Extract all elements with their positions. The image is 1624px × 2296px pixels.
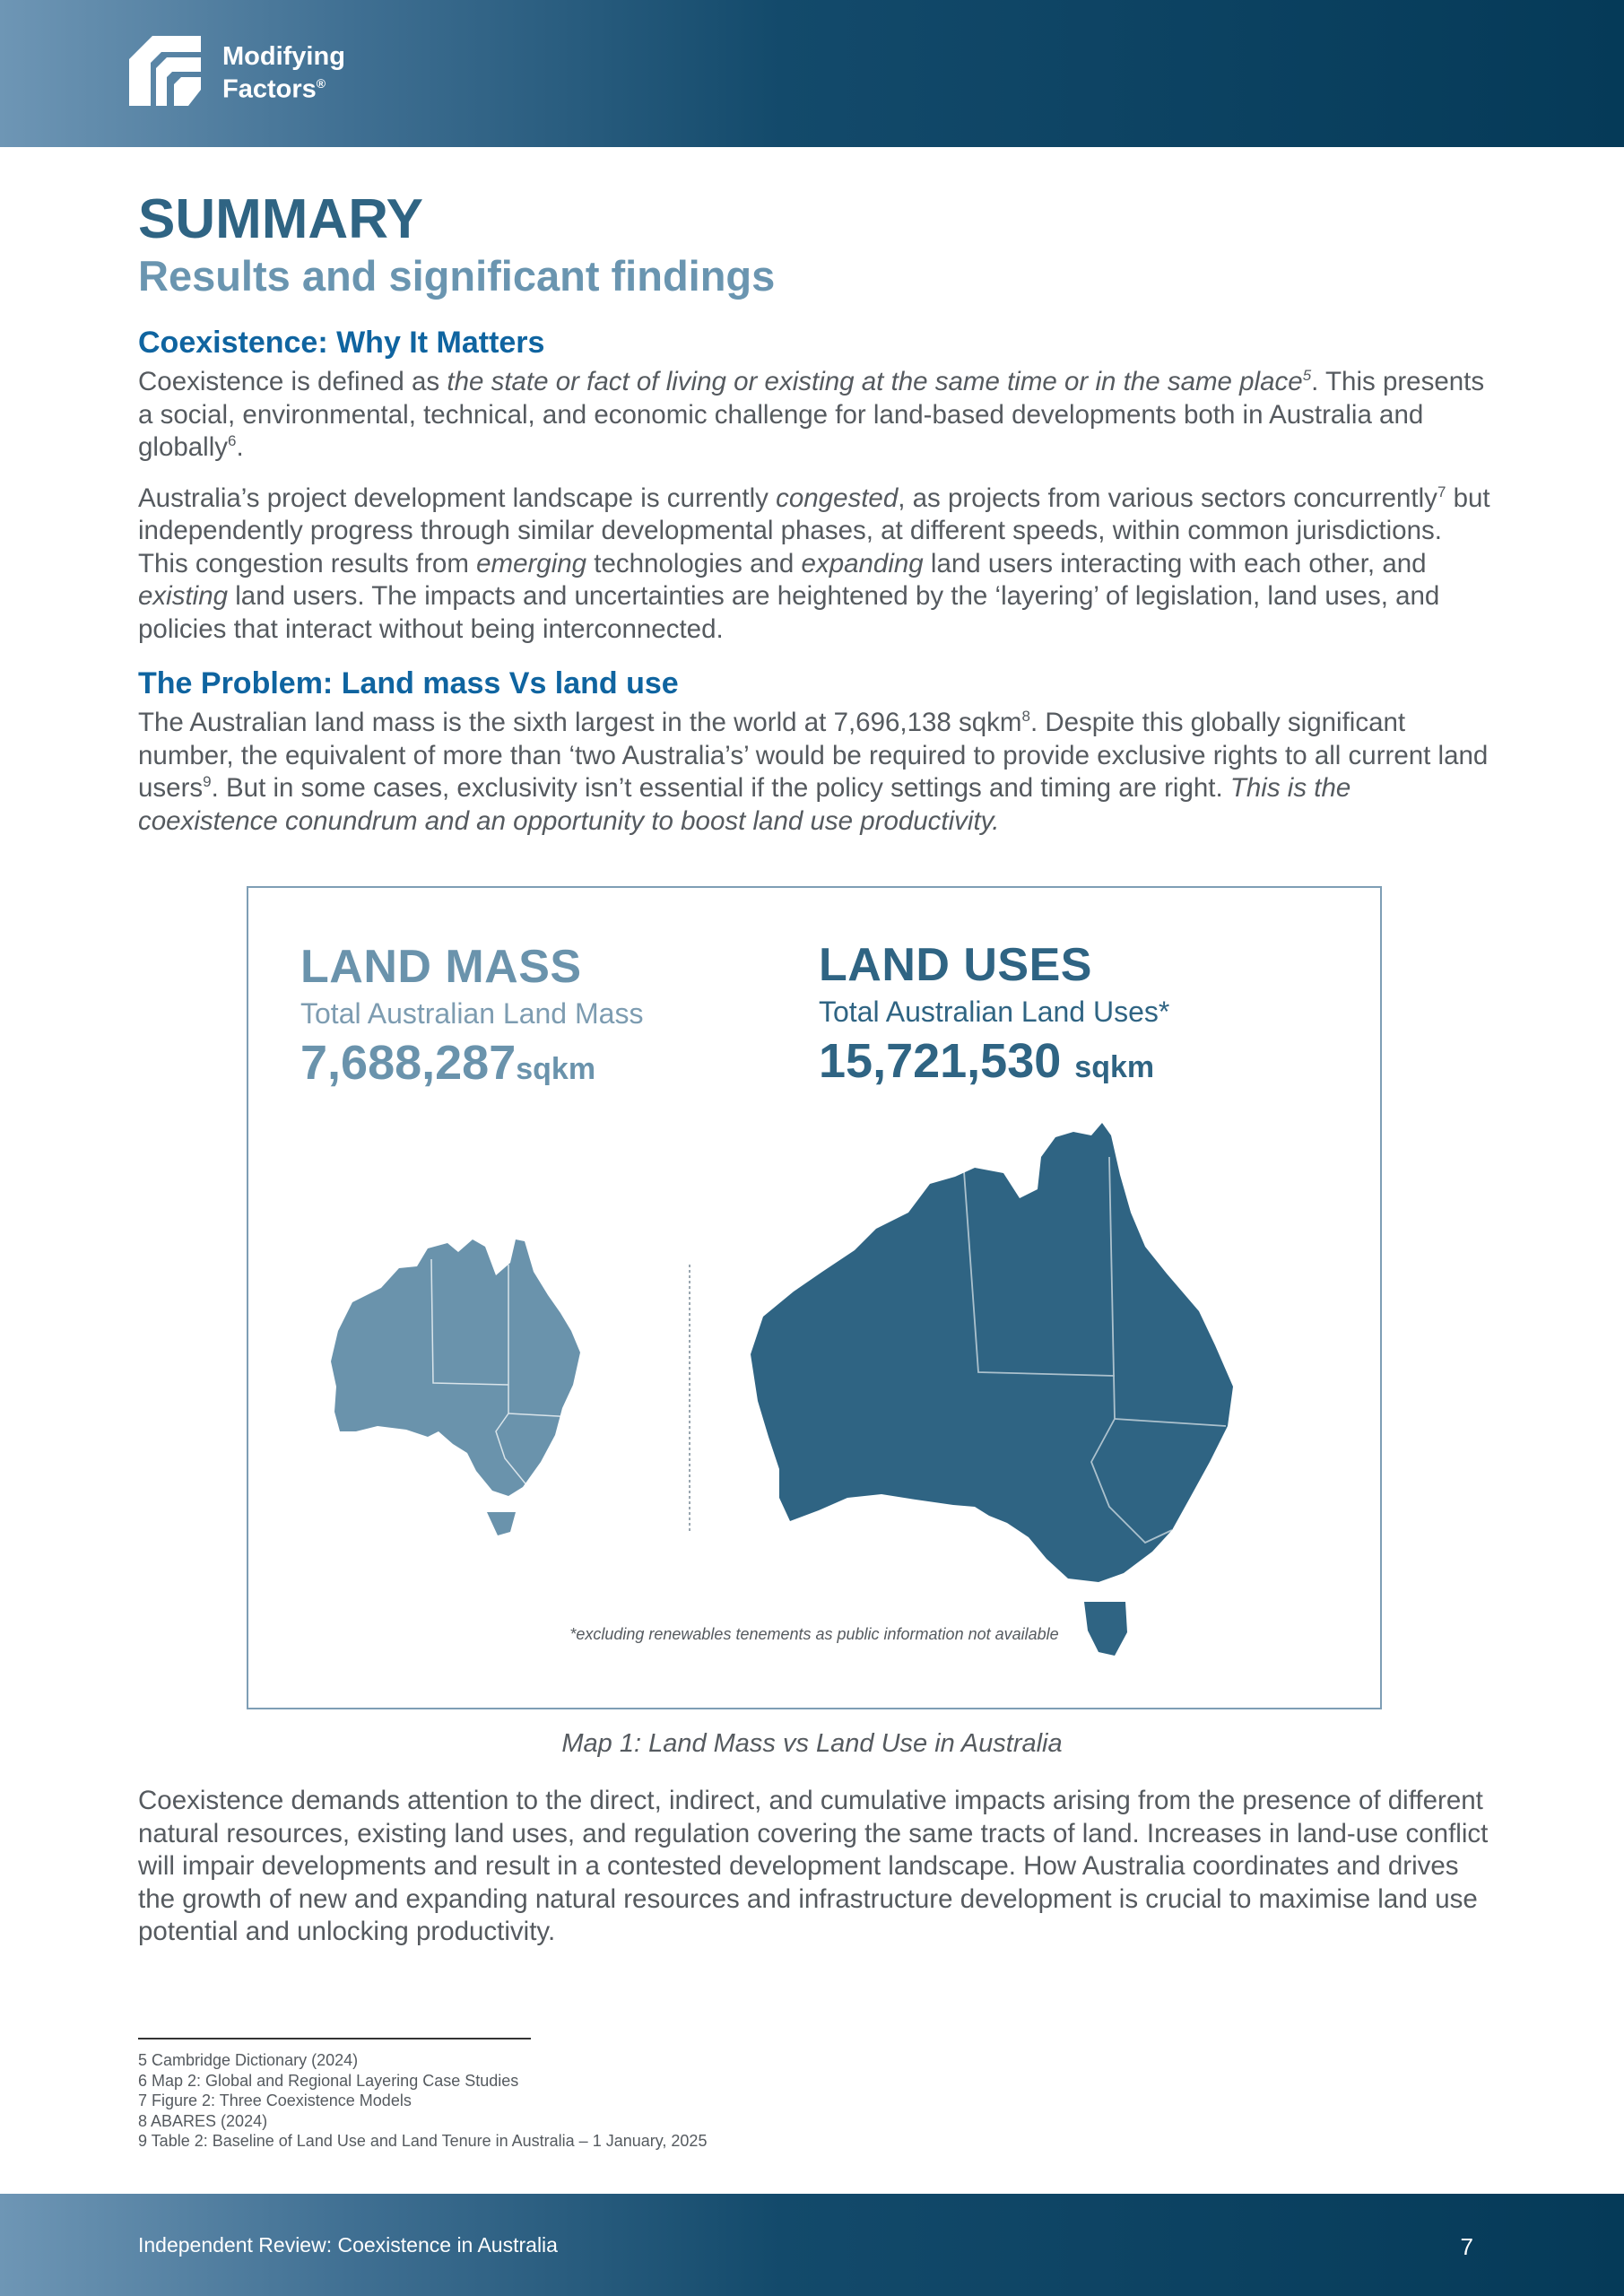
logo-line1: Modifying bbox=[222, 42, 345, 71]
page-footer bbox=[0, 2194, 1624, 2296]
main-content bbox=[138, 188, 1494, 856]
land-mass-subtitle: Total Australian Land Mass bbox=[300, 997, 644, 1030]
footnote-ref-8[interactable]: 8 bbox=[1021, 708, 1030, 726]
figure-footnote: *excluding renewables tenements as public information not available bbox=[569, 1625, 1059, 1643]
logo-line2: Factors bbox=[222, 74, 317, 104]
footer-document-title: Independent Review: Coexistence in Australia bbox=[138, 2233, 558, 2257]
land-uses-value: 15,721,530 sqkm bbox=[819, 1034, 1155, 1088]
footnote-ref-6[interactable]: 6 bbox=[228, 432, 237, 450]
page-subtitle: Results and significant findings bbox=[138, 252, 776, 300]
footnote-8: 8 ABARES (2024) bbox=[138, 2111, 268, 2130]
paragraph-congestion: Australia’s project development landscape is currently congested, as projects from various sectors concurrently$^7$ but independently progress through similar developmental phases, at different speeds, within common jurisdictions. This congestion results from emerging technologies and expanding land users interacting with each other, and existing land users. The impacts and uncertainties are heightened by the ‘layering’ of legislation, land uses, and policies that interact without being interconnected. bbox=[138, 483, 1490, 644]
footnotes bbox=[138, 2050, 1214, 2152]
page-number: 7 bbox=[1460, 2233, 1473, 2260]
footnote-7: 7 Figure 2: Three Coexistence Models bbox=[138, 2092, 412, 2109]
footnote-separator bbox=[138, 2038, 531, 2039]
footnote-6: 6 Map 2: Global and Regional Layering Case Studies bbox=[138, 2071, 519, 2090]
paragraph-definition: Coexistence is defined as the state or fact of living or existing at the same time or in the same place$^5$. This presents a social, environmental, technical, and economic challenge for land-based developments both in Australia and globally$^6$. bbox=[138, 367, 1485, 462]
land-uses-subtitle: Total Australian Land Uses* bbox=[819, 996, 1170, 1028]
footnote-5: 5 Cambridge Dictionary (2024) bbox=[138, 2051, 359, 2069]
land-mass-vs-land-use-figure bbox=[247, 886, 1382, 1709]
footnote-ref-5[interactable]: 5 bbox=[1302, 367, 1312, 385]
land-mass-title: LAND MASS bbox=[300, 941, 582, 993]
registered-mark: ® bbox=[316, 76, 326, 91]
section-heading-problem: The Problem: Land mass Vs land use bbox=[138, 666, 679, 700]
page-header bbox=[0, 0, 1624, 147]
paragraph-coexistence-demands: Coexistence demands attention to the direct, indirect, and cumulative impacts arising from the presence of different natural resources, existing land uses, and regulation covering the same tracts of land. Increases in land-use conflict will impair developments and result in a contested development landscape. How Australia coordinates and drives the growth of new and expanding natural resources and infrastructure development is crucial to maximise land use potential and unlocking productivity. bbox=[138, 1786, 1489, 1946]
footnote-9: 9 Table 2: Baseline of Land Use and Land Tenure in Australia – 1 January, 2025 bbox=[138, 2132, 708, 2150]
paragraph-land-mass: The Australian land mass is the sixth largest in the world at 7,696,138 sqkm$^8$. Despite this globally significant number, the equivalent of more than ‘two Australia’s’ would be required to provide exclusive rights to all current land users$^9$. But in some cases, exclusivity isn’t essential if the policy settings and timing are right. This is the coexistence conundrum and an opportunity to boost land use productivity. bbox=[138, 708, 1489, 836]
footnote-ref-7[interactable]: 7 bbox=[1437, 483, 1446, 500]
australia-map-large-icon bbox=[751, 1123, 1233, 1656]
land-mass-value: 7,688,287sqkm bbox=[300, 1036, 596, 1090]
land-uses-title: LAND USES bbox=[819, 939, 1092, 991]
figure-caption: Map 1: Land Mass vs Land Use in Australia bbox=[561, 1729, 1063, 1758]
page-title: SUMMARY bbox=[138, 188, 424, 250]
footnote-ref-9[interactable]: 9 bbox=[203, 773, 212, 791]
australia-map-small-icon bbox=[331, 1239, 580, 1535]
logo-text bbox=[222, 43, 345, 103]
section-heading-coexistence: Coexistence: Why It Matters bbox=[138, 326, 545, 360]
closing-section bbox=[138, 1785, 1494, 1967]
